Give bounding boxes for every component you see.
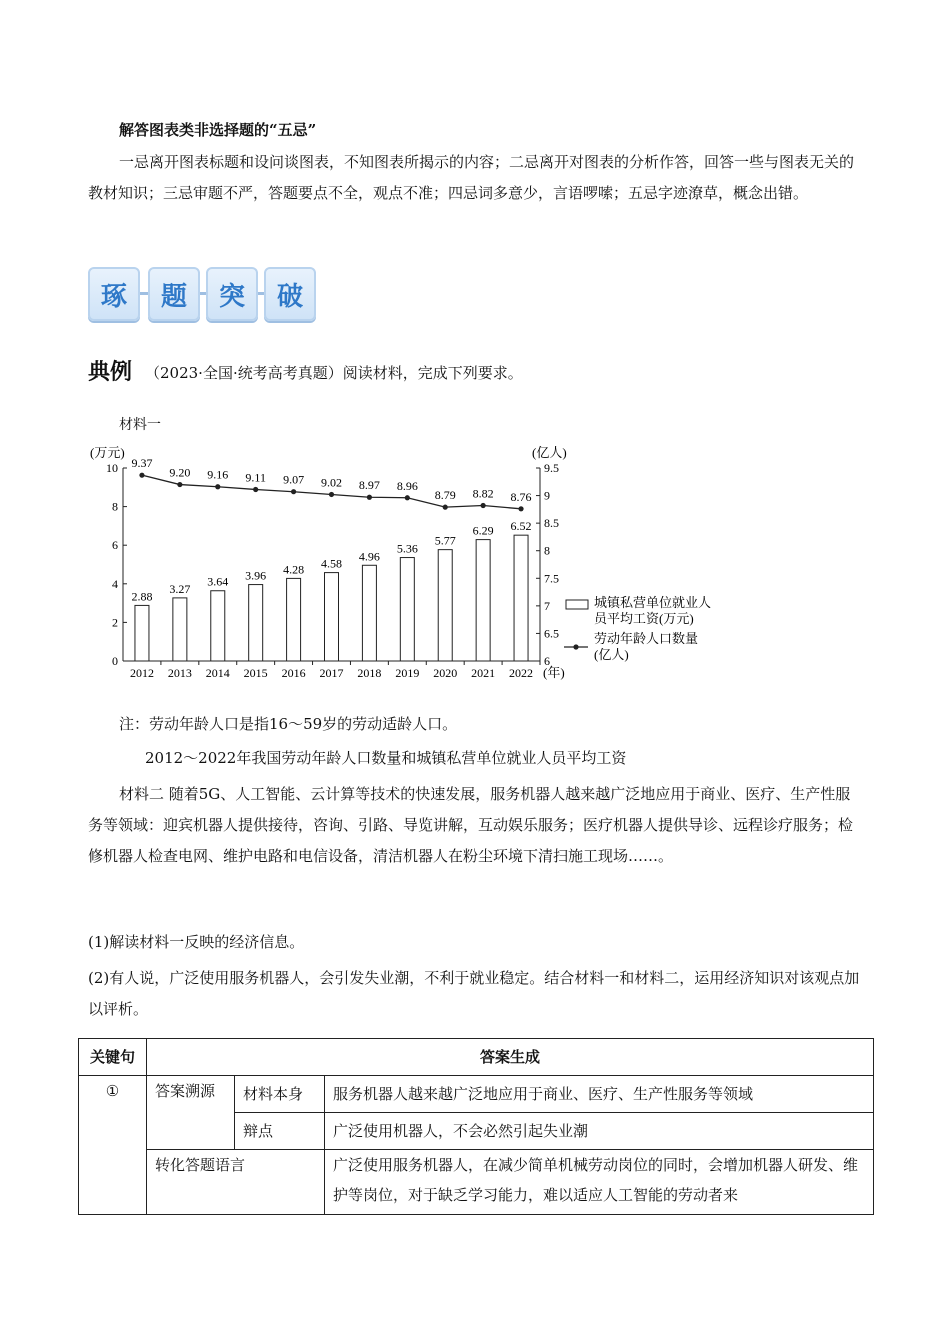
population-point-2019 — [405, 495, 410, 500]
bar-label-2012: 2.88 — [131, 589, 153, 604]
population-label-2022: 8.76 — [510, 489, 532, 504]
debate-point-cell: 辩点 — [235, 1113, 325, 1150]
legend-line-label-2: (亿人) — [594, 647, 629, 662]
question-2: (2)有人说，广泛使用服务机器人，会引发失业潮，不利于就业稳定。结合材料一和材料二，运用经济知识对该观点加以评析。 — [88, 969, 860, 1018]
wage-population-chart — [88, 440, 748, 690]
debate-point-text: 广泛使用机器人，不会必然引起失业潮 — [325, 1113, 874, 1150]
legend-line-dot — [573, 644, 578, 649]
header-key: 关键句 — [79, 1039, 147, 1076]
header-answer: 答案生成 — [147, 1039, 874, 1076]
section-banner — [88, 265, 318, 323]
material-self-text: 服务机器人越来越广泛地应用于商业、医疗、生产性服务等领域 — [325, 1076, 874, 1113]
left-axis-unit: (万元) — [90, 445, 125, 460]
bar-label-2018: 4.96 — [358, 549, 380, 564]
population-label-2018: 8.97 — [358, 478, 380, 493]
bar-2017 — [325, 573, 339, 661]
bar-label-2020: 5.77 — [434, 533, 456, 548]
x-tick-label: 2013 — [167, 666, 192, 680]
bar-label-2022: 6.52 — [510, 519, 532, 534]
x-tick-label: 2020 — [433, 666, 458, 680]
population-label-2019: 8.96 — [396, 478, 418, 493]
population-point-2021 — [481, 503, 486, 508]
right-tick-label: 6.5 — [544, 626, 559, 641]
chart-caption: 2012～2022年我国劳动年龄人口数量和城镇私营单位就业人员平均工资 — [145, 749, 627, 767]
left-tick-label: 0 — [112, 654, 118, 668]
population-point-2022 — [518, 506, 523, 511]
bar-2019 — [400, 558, 414, 661]
x-tick-label: 2017 — [319, 666, 344, 680]
bar-2014 — [211, 591, 225, 661]
legend-bar-label-2: 员平均工资(万元) — [594, 611, 694, 626]
bar-2012 — [135, 605, 149, 661]
population-label-2013: 9.20 — [169, 465, 191, 480]
x-axis-unit: (年) — [543, 665, 565, 680]
bar-2018 — [362, 565, 376, 661]
material1-label: 材料一 — [119, 417, 161, 433]
material-self-cell: 材料本身 — [235, 1076, 325, 1113]
x-tick-label: 2016 — [281, 666, 306, 680]
right-tick-label: 9 — [544, 488, 550, 503]
population-point-2016 — [291, 489, 296, 494]
population-label-2012: 9.37 — [131, 456, 153, 471]
left-tick-label: 10 — [106, 461, 118, 475]
row-number: ① — [79, 1076, 147, 1215]
bar-label-2017: 4.58 — [321, 556, 342, 571]
population-label-2017: 9.02 — [321, 475, 342, 490]
legend-line-label-1: 劳动年龄人口数量 — [594, 631, 699, 646]
bar-label-2015: 3.96 — [245, 568, 267, 583]
x-tick-label: 2012 — [129, 666, 154, 680]
legend-bar-label-1: 城镇私营单位就业人 — [594, 595, 712, 610]
x-tick-label: 2021 — [471, 666, 496, 680]
population-point-2012 — [139, 473, 144, 478]
answer-table — [78, 1038, 874, 1215]
bar-2022 — [514, 535, 528, 661]
right-tick-label: 7.5 — [544, 571, 559, 586]
population-point-2014 — [215, 484, 220, 489]
right-axis-unit: (亿人) — [532, 445, 567, 460]
population-label-2021: 8.82 — [472, 486, 494, 501]
bar-label-2013: 3.27 — [169, 581, 191, 596]
tips-heading: 解答图表类非选择题的“五忌” — [119, 121, 317, 139]
left-tick-label: 4 — [112, 576, 118, 591]
trace-cell: 答案溯源 — [147, 1076, 235, 1150]
tips-text: 一忌离开图表标题和设问谈图表，不知图表所揭示的内容；二忌离开对图表的分析作答，回答一些与图表无关的教材知识；三忌审题不严，答题要点不全，观点不准；四忌词多意少，言语啰嗦；五忌字迹潦草，概念出错。 — [88, 153, 855, 202]
x-tick-label: 2014 — [205, 666, 230, 680]
bar-2016 — [287, 578, 301, 661]
example-label: 典例 — [88, 360, 133, 385]
question-1: (1)解读材料一反映的经济信息。 — [88, 933, 305, 951]
right-tick-label: 8.5 — [544, 516, 559, 531]
convert-text: 广泛使用服务机器人，在减少简单机械劳动岗位的同时，会增加机器人研发、维护等岗位，对于缺乏学习能力，难以适应人工智能的劳动者来 — [325, 1150, 874, 1215]
population-label-2020: 8.79 — [434, 488, 456, 503]
x-tick-label: 2019 — [395, 666, 420, 680]
population-point-2017 — [329, 492, 334, 497]
right-tick-label: 8 — [544, 543, 550, 558]
bar-label-2014: 3.64 — [207, 574, 229, 589]
right-tick-label: 6 — [544, 654, 550, 668]
banner-char-2: 题 — [148, 267, 200, 321]
bar-2021 — [476, 540, 490, 661]
right-tick-label: 7 — [544, 598, 550, 613]
example-source: （2023·全国·统考高考真题）阅读材料，完成下列要求。 — [145, 364, 523, 382]
chart-note: 注：劳动年龄人口是指16～59岁的劳动适龄人口。 — [119, 715, 458, 733]
bar-label-2016: 4.28 — [283, 562, 305, 577]
bar-2020 — [438, 550, 452, 661]
bar-2013 — [173, 598, 187, 661]
population-point-2013 — [177, 482, 182, 487]
population-point-2020 — [443, 505, 448, 510]
bar-2015 — [249, 585, 263, 661]
material2-text: 材料二 随着5G、人工智能、云计算等技术的快速发展，服务机器人越来越广泛地应用于商业、医疗、生产性服务等领域：迎宾机器人提供接待，咨询、引路、导览讲解，互动娱乐服务；医疗机器人提供导诊、远程诊疗服务；检修机器人检查电网、维护电路和电信设备，清洁机器人在粉尘环境下清扫施工现场……。 — [88, 785, 854, 865]
legend-bar-swatch — [566, 600, 588, 609]
x-tick-label: 2015 — [243, 666, 268, 680]
population-label-2016: 9.07 — [283, 472, 305, 487]
population-point-2018 — [367, 495, 372, 500]
population-label-2014: 9.16 — [207, 467, 229, 482]
x-tick-label: 2022 — [509, 666, 534, 680]
convert-cell: 转化答题语言 — [147, 1150, 325, 1215]
bar-label-2019: 5.36 — [396, 541, 418, 556]
left-tick-label: 2 — [112, 615, 118, 630]
left-tick-label: 8 — [112, 499, 118, 514]
x-tick-label: 2018 — [357, 666, 382, 680]
banner-char-4: 破 — [264, 267, 316, 321]
population-label-2015: 9.11 — [245, 470, 266, 485]
banner-char-1: 琢 — [88, 267, 140, 321]
left-tick-label: 6 — [112, 538, 118, 553]
bar-label-2021: 6.29 — [472, 523, 494, 538]
population-point-2015 — [253, 487, 258, 492]
right-tick-label: 9.5 — [544, 461, 559, 475]
banner-char-3: 突 — [206, 267, 258, 321]
